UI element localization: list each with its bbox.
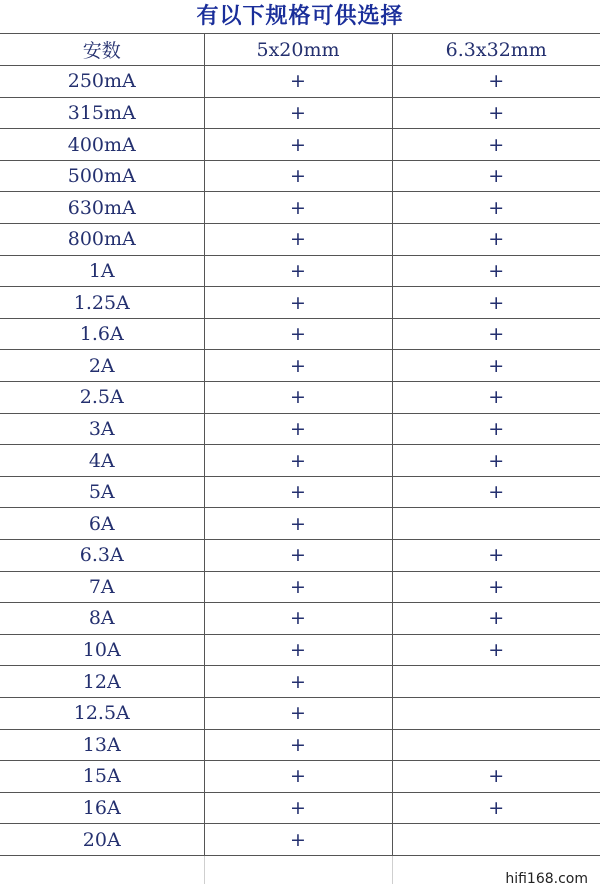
rating-cell: 400mA xyxy=(0,129,204,161)
availability-5x20mm-cell: + xyxy=(204,445,392,477)
rating-cell: 5A xyxy=(0,476,204,508)
availability-5x20mm-cell: + xyxy=(204,97,392,129)
empty-cell xyxy=(0,855,204,884)
availability-6.3x32mm-cell: + xyxy=(392,160,600,192)
availability-6.3x32mm-cell xyxy=(392,697,600,729)
availability-6.3x32mm-cell: + xyxy=(392,571,600,603)
availability-5x20mm-cell: + xyxy=(204,66,392,98)
availability-5x20mm-cell: + xyxy=(204,792,392,824)
rating-cell: 2A xyxy=(0,350,204,382)
availability-6.3x32mm-cell: + xyxy=(392,603,600,635)
rating-cell: 15A xyxy=(0,761,204,793)
availability-5x20mm-cell: + xyxy=(204,350,392,382)
availability-6.3x32mm-cell: + xyxy=(392,287,600,319)
table-row xyxy=(0,382,600,414)
table-row xyxy=(0,824,600,856)
availability-5x20mm-cell: + xyxy=(204,697,392,729)
availability-6.3x32mm-cell: + xyxy=(392,634,600,666)
availability-5x20mm-cell: + xyxy=(204,571,392,603)
rating-cell: 1.6A xyxy=(0,318,204,350)
table-row xyxy=(0,634,600,666)
page-title: 有以下规格可供选择 xyxy=(0,0,600,34)
rating-cell: 6A xyxy=(0,508,204,540)
availability-6.3x32mm-cell: + xyxy=(392,350,600,382)
table-row xyxy=(0,97,600,129)
availability-5x20mm-cell: + xyxy=(204,603,392,635)
table-row xyxy=(0,287,600,319)
availability-5x20mm-cell: + xyxy=(204,129,392,161)
rating-cell: 12.5A xyxy=(0,697,204,729)
availability-6.3x32mm-cell: + xyxy=(392,382,600,414)
table-row xyxy=(0,697,600,729)
table-row xyxy=(0,508,600,540)
watermark: hifi168.com xyxy=(505,871,588,887)
rating-cell: 800mA xyxy=(0,224,204,256)
rating-cell: 500mA xyxy=(0,160,204,192)
rating-cell: 4A xyxy=(0,445,204,477)
availability-5x20mm-cell: + xyxy=(204,255,392,287)
availability-6.3x32mm-cell xyxy=(392,666,600,698)
availability-5x20mm-cell: + xyxy=(204,761,392,793)
availability-6.3x32mm-cell: + xyxy=(392,192,600,224)
rating-cell: 8A xyxy=(0,603,204,635)
table-row xyxy=(0,729,600,761)
column-header-rating: 安数 xyxy=(0,34,204,66)
availability-5x20mm-cell: + xyxy=(204,729,392,761)
availability-6.3x32mm-cell: + xyxy=(392,129,600,161)
rating-cell: 12A xyxy=(0,666,204,698)
table-row xyxy=(0,160,600,192)
table-row xyxy=(0,413,600,445)
rating-cell: 2.5A xyxy=(0,382,204,414)
availability-6.3x32mm-cell xyxy=(392,729,600,761)
availability-5x20mm-cell: + xyxy=(204,318,392,350)
table-row xyxy=(0,571,600,603)
table-body xyxy=(0,66,600,885)
rating-cell: 7A xyxy=(0,571,204,603)
rating-cell: 13A xyxy=(0,729,204,761)
table-row xyxy=(0,318,600,350)
table-row xyxy=(0,761,600,793)
rating-cell: 1.25A xyxy=(0,287,204,319)
availability-5x20mm-cell: + xyxy=(204,192,392,224)
availability-5x20mm-cell: + xyxy=(204,508,392,540)
availability-5x20mm-cell: + xyxy=(204,476,392,508)
availability-6.3x32mm-cell xyxy=(392,508,600,540)
availability-6.3x32mm-cell: + xyxy=(392,761,600,793)
availability-5x20mm-cell: + xyxy=(204,540,392,572)
header-row xyxy=(0,34,600,66)
availability-6.3x32mm-cell xyxy=(392,824,600,856)
empty-cell xyxy=(204,855,392,884)
availability-6.3x32mm-cell: + xyxy=(392,476,600,508)
table-row xyxy=(0,255,600,287)
table-row xyxy=(0,445,600,477)
rating-cell: 6.3A xyxy=(0,540,204,572)
availability-5x20mm-cell: + xyxy=(204,287,392,319)
availability-5x20mm-cell: + xyxy=(204,224,392,256)
table-row xyxy=(0,603,600,635)
table-row xyxy=(0,476,600,508)
availability-6.3x32mm-cell: + xyxy=(392,97,600,129)
rating-cell: 3A xyxy=(0,413,204,445)
availability-5x20mm-cell: + xyxy=(204,382,392,414)
table-row xyxy=(0,350,600,382)
table-row xyxy=(0,66,600,98)
rating-cell: 10A xyxy=(0,634,204,666)
table-row xyxy=(0,224,600,256)
rating-cell: 250mA xyxy=(0,66,204,98)
availability-6.3x32mm-cell: + xyxy=(392,540,600,572)
rating-cell: 1A xyxy=(0,255,204,287)
availability-6.3x32mm-cell: + xyxy=(392,318,600,350)
table-row xyxy=(0,540,600,572)
availability-5x20mm-cell: + xyxy=(204,666,392,698)
availability-5x20mm-cell: + xyxy=(204,824,392,856)
table-row xyxy=(0,792,600,824)
availability-6.3x32mm-cell: + xyxy=(392,413,600,445)
table-row xyxy=(0,129,600,161)
availability-6.3x32mm-cell: + xyxy=(392,224,600,256)
availability-6.3x32mm-cell: + xyxy=(392,66,600,98)
availability-6.3x32mm-cell: + xyxy=(392,792,600,824)
table-row xyxy=(0,192,600,224)
rating-cell: 16A xyxy=(0,792,204,824)
availability-5x20mm-cell: + xyxy=(204,160,392,192)
rating-cell: 20A xyxy=(0,824,204,856)
availability-5x20mm-cell: + xyxy=(204,634,392,666)
availability-6.3x32mm-cell: + xyxy=(392,255,600,287)
column-header-6.3x32mm: 6.3x32mm xyxy=(392,34,600,66)
availability-6.3x32mm-cell: + xyxy=(392,445,600,477)
rating-cell: 315mA xyxy=(0,97,204,129)
column-header-5x20mm: 5x20mm xyxy=(204,34,392,66)
rating-cell: 630mA xyxy=(0,192,204,224)
availability-5x20mm-cell: + xyxy=(204,413,392,445)
table-row xyxy=(0,666,600,698)
spec-table xyxy=(0,34,600,884)
